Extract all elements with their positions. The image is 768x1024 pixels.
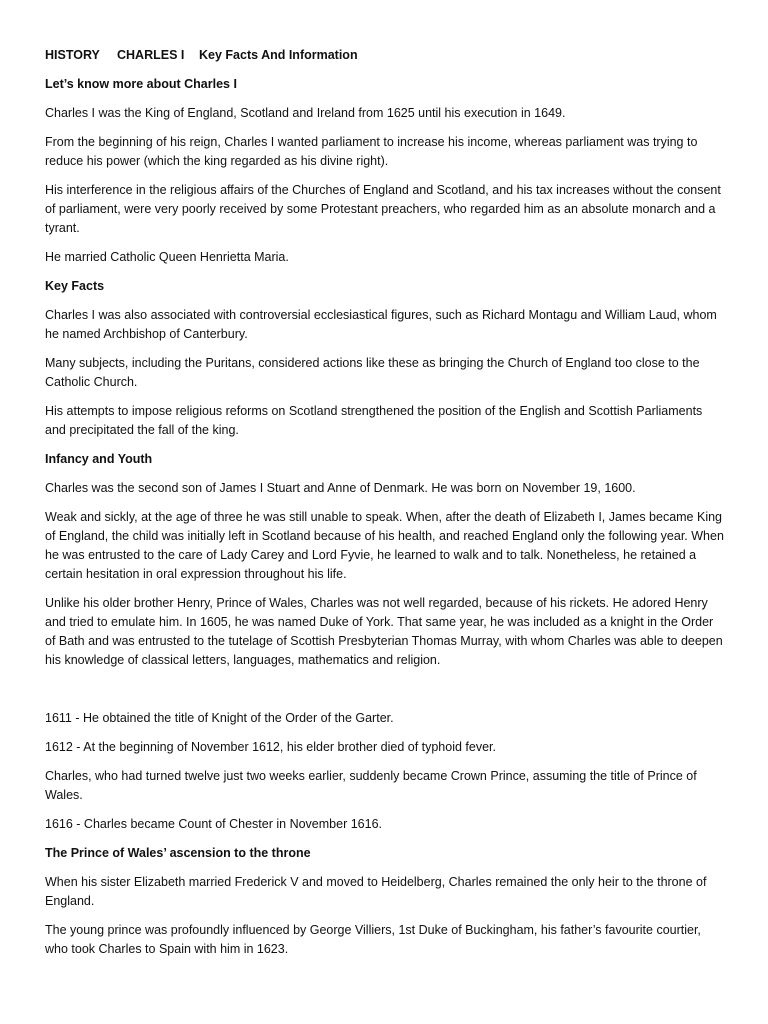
intro-paragraph: From the beginning of his reign, Charles I wanted parliament to increase his income, whereas parliament was trying to reduce his power (which the king regarded as his divine right). [45,135,698,168]
infancy-paragraph: Weak and sickly, at the age of three he was still unable to speak. When, after the death of Elizabeth I, James became King of England, the child was initially left in Scotland because of his health, and reached England only the following year. When he was entrusted to the care of Lady Carey and Lord Fyvie, he learned to walk and to talk. Nonetheless, he retained a certain hesitation in oral expression throughout his life. [45,510,724,581]
intro-paragraph: He married Catholic Queen Henrietta Maria. [45,250,289,264]
intro-heading: Let’s know more about Charles I [45,77,237,91]
document-header [45,46,725,65]
infancy-heading: Infancy and Youth [45,452,153,466]
timeline-paragraph: 1612 - At the beginning of November 1612, his elder brother died of typhoid fever. [45,740,496,754]
ascension-paragraph: When his sister Elizabeth married Frederick V and moved to Heidelberg, Charles remained the only heir to the throne of England. [45,875,707,908]
timeline-paragraph: Charles, who had turned twelve just two weeks earlier, suddenly became Crown Prince, assuming the title of Prince of Wales. [45,769,697,802]
intro-paragraph: Charles I was the King of England, Scotland and Ireland from 1625 until his execution in 1649. [45,106,566,120]
key-facts-paragraph: His attempts to impose religious reforms on Scotland strengthened the position of the English and Scottish Parliaments and precipitated the fall of the king. [45,404,703,437]
timeline-paragraph: 1616 - Charles became Count of Chester in November 1616. [45,817,382,831]
blank-line [45,680,725,709]
header-title: Key Facts And Information [199,48,358,62]
infancy-paragraph: Charles was the second son of James I Stuart and Anne of Denmark. He was born on November 19, 1600. [45,481,636,495]
intro-paragraph: His interference in the religious affairs of the Churches of England and Scotland, and his tax increases without the consent of parliament, were very poorly received by some Protestant preachers, who regarded him as an absolute monarch and a tyrant. [45,183,721,235]
ascension-paragraph: The young prince was profoundly influenced by George Villiers, 1st Duke of Buckingham, his father’s favourite courtier, who took Charles to Spain with him in 1623. [45,923,701,956]
header-topic: CHARLES I [117,48,185,62]
timeline-paragraph: 1611 - He obtained the title of Knight of the Order of the Garter. [45,711,394,725]
document-page [45,46,725,969]
key-facts-heading: Key Facts [45,279,105,293]
ascension-heading: The Prince of Wales’ ascension to the throne [45,846,311,860]
infancy-paragraph: Unlike his older brother Henry, Prince of Wales, Charles was not well regarded, because of his rickets. He adored Henry and tried to emulate him. In 1605, he was named Duke of York. That same year, he was included as a knight in the Order of Bath and was entrusted to the tutelage of Scottish Presbyterian Thomas Murray, with whom Charles was able to deepen his knowledge of classical letters, languages, mathematics and religion. [45,596,723,667]
key-facts-paragraph: Many subjects, including the Puritans, considered actions like these as bringing the Church of England too close to the Catholic Church. [45,356,700,389]
key-facts-paragraph: Charles I was also associated with controversial ecclesiastical figures, such as Richard Montagu and William Laud, whom he named Archbishop of Canterbury. [45,308,717,341]
header-subject: HISTORY [45,48,100,62]
